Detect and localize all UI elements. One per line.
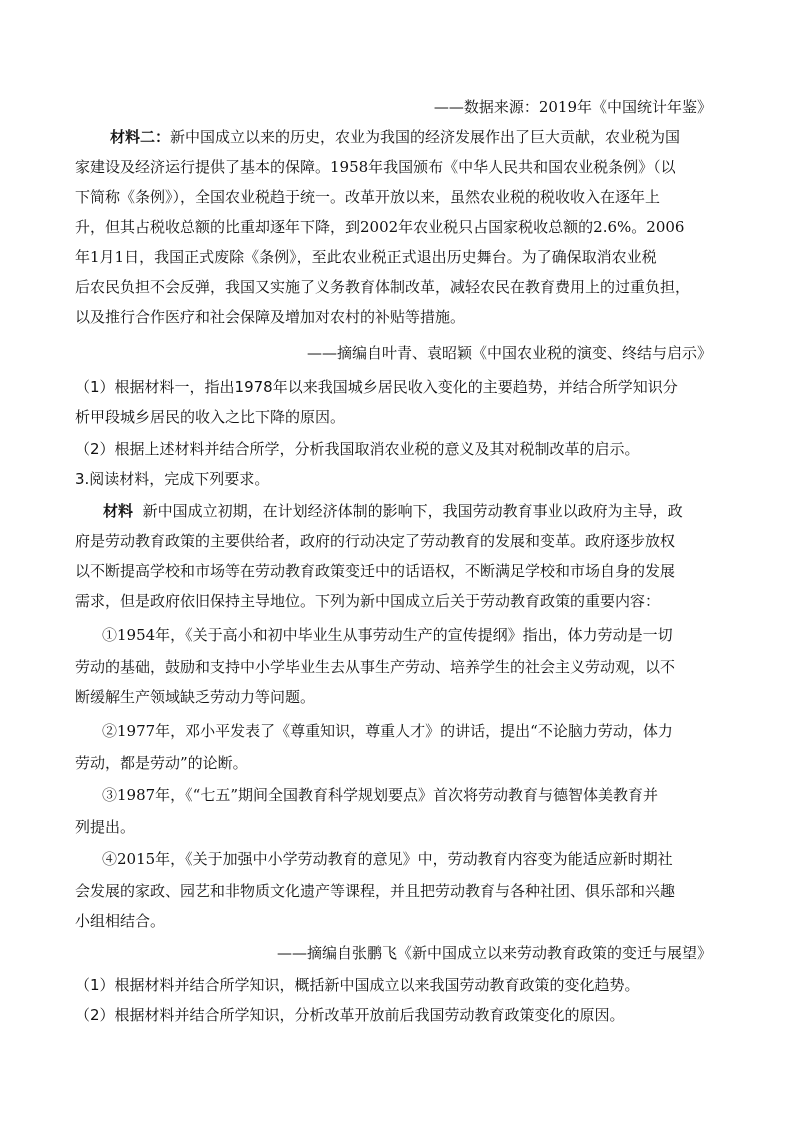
q3-item-4-line-2: 会发展的家政、园艺和非物质文化遗产等课程，并且把劳动教育与各种社团、俱乐部和兴趣 <box>75 882 676 900</box>
q3-item-3-line-2: 列提出。 <box>75 818 136 836</box>
material2-line-1: 家建设及经济运行提供了基本的保障。1958年我国颁布《中华人民共和国农业税条例》（以 <box>75 158 676 176</box>
material2-first-line <box>110 126 680 148</box>
material2-line-5: 后农民负担不会反弹，我国又实施了义务教育体制改革，减轻农民在教育费用上的过重负担， <box>75 278 691 296</box>
q2-question-2: （2）根据上述材料并结合所学，分析我国取消农业税的意义及其对税制改革的启示。 <box>75 440 640 458</box>
q3-heading: 3.阅读材料，完成下列要求。 <box>75 470 270 488</box>
source-citation-top: ——数据来源：2019年《中国统计年鉴》 <box>433 98 712 116</box>
q3-material-first-line <box>103 500 683 522</box>
q3-item-2-line-2: 劳动，都是劳动”的论断。 <box>75 754 248 772</box>
source-citation-material2: ——摘编自叶青、袁昭颖《中国农业税的演变、终结与启示》 <box>306 344 712 362</box>
q3-intro-line-3: 需求，但是政府依旧保持主导地位。下列为新中国成立后关于劳动教育政策的重要内容： <box>75 592 661 610</box>
material2-line-3: 升，但其占税收总额的比重却逐年下降，到2002年农业税只占国家税收总额的2.6%。2006 <box>75 218 685 236</box>
q3-intro-line-1: 府是劳动教育政策的主要供给者，政府的行动决定了劳动教育的发展和变革。政府逐步放权 <box>75 532 676 550</box>
material2-label: 材料二： <box>110 128 171 146</box>
q3-item-1-line-2: 劳动的基础，鼓励和支持中小学毕业生去从事生产劳动、培养学生的社会主义劳动观，以不 <box>75 658 676 676</box>
material2-line-6: 以及推行合作医疗和社会保障及增加对农村的补贴等措施。 <box>75 308 466 326</box>
q3-item-4-line-1: ④2015年，《关于加强中小学劳动教育的意见》中，劳动教育内容变为能适应新时期社 <box>102 850 673 868</box>
q2-question-1-line-1: （1）根据材料一，指出1978年以来我国城乡居民收入变化的主要趋势，并结合所学知识分 <box>75 378 678 396</box>
q3-question-2: （2）根据材料并结合所学知识，分析改革开放前后我国劳动教育政策变化的原因。 <box>75 1006 625 1024</box>
q3-question-1: （1）根据材料并结合所学知识，概括新中国成立以来我国劳动教育政策的变化趋势。 <box>75 976 640 994</box>
q3-item-1-line-1: ①1954年，《关于高小和初中毕业生从事劳动生产的宣传提纲》指出，体力劳动是一切 <box>102 626 673 644</box>
material2-line-4: 年1月1日，我国正式废除《条例》，至此农业税正式退出历史舞台。为了确保取消农业税 <box>75 248 657 266</box>
material2-line-0: 新中国成立以来的历史，农业为我国的经济发展作出了巨大贡献，农业税为国 <box>170 128 681 146</box>
q3-item-3-line-1: ③1987年，《“七五”期间全国教育科学规划要点》首次将劳动教育与德智体美教育并 <box>102 786 659 804</box>
q3-item-2-line-1: ②1977年，邓小平发表了《尊重知识，尊重人才》的讲话，提出“不论脑力劳动，体力 <box>102 722 673 740</box>
q3-intro-line-0: 新中国成立初期，在计划经济体制的影响下，我国劳动教育事业以政府为主导，政 <box>142 502 683 520</box>
q3-item-1-line-3: 断缓解生产领域缺乏劳动力等问题。 <box>75 688 316 706</box>
q2-question-1-line-2: 析甲段城乡居民的收入之比下降的原因。 <box>75 408 346 426</box>
q3-item-4-line-3: 小组相结合。 <box>75 912 166 930</box>
q3-material-label: 材料 <box>103 502 134 520</box>
source-citation-q3: ——摘编自张鹏飞《新中国成立以来劳动教育政策的变迁与展望》 <box>276 944 712 962</box>
q3-intro-line-2: 以不断提高学校和市场等在劳动教育政策变迁中的话语权，不断满足学校和市场自身的发展 <box>75 562 676 580</box>
material2-line-2: 下简称《条例》），全国农业税趋于统一。改革开放以来，虽然农业税的税收收入在逐年上 <box>75 188 661 206</box>
